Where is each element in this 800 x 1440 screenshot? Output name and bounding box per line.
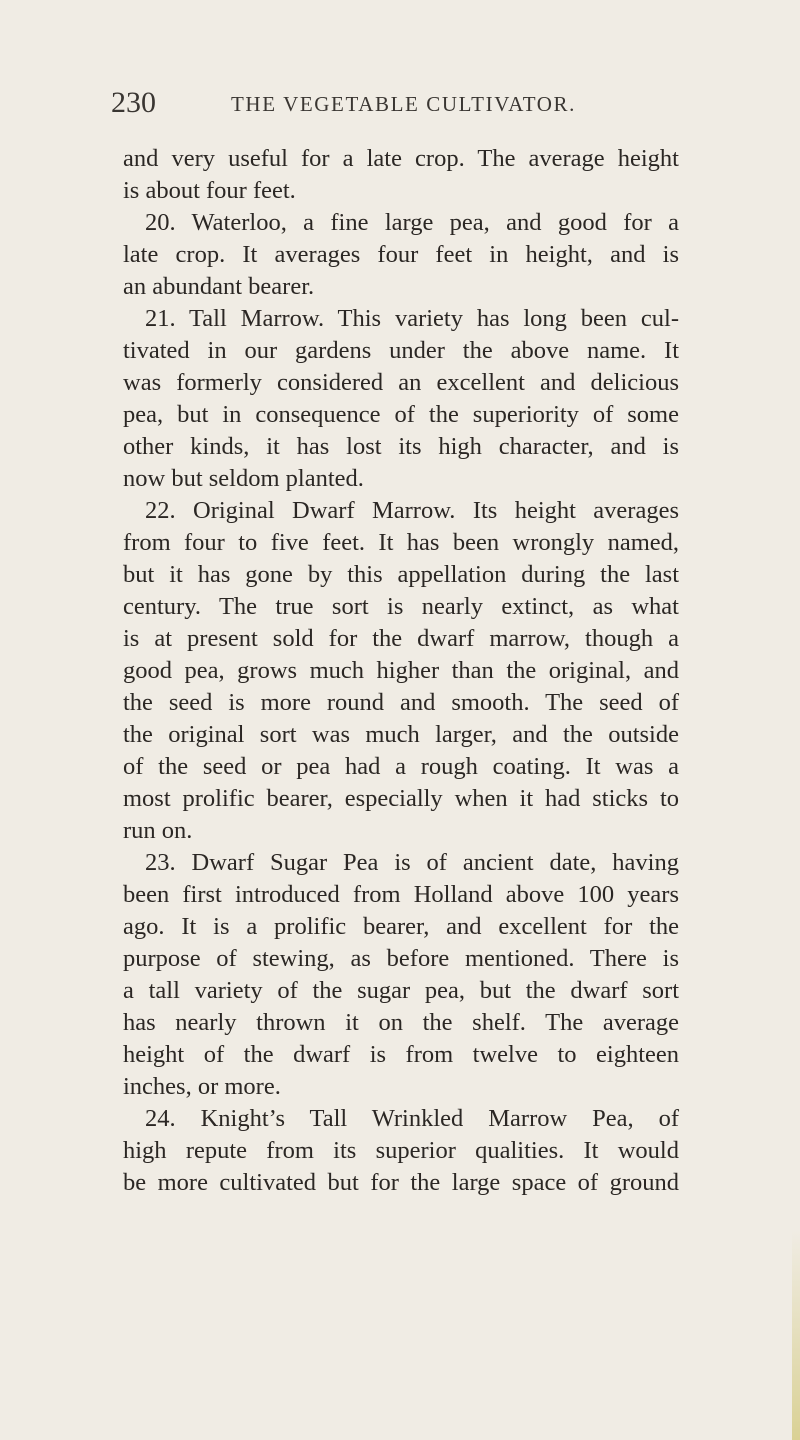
text-line: inches, or more. xyxy=(123,1073,281,1100)
text-line: tivated in our gardens under the above name. It xyxy=(123,337,679,364)
text-line: 21. Tall Marrow. This variety has long been cul- xyxy=(145,305,679,332)
running-title: THE VEGETABLE CULTIVATOR. xyxy=(231,92,576,116)
running-head xyxy=(111,86,711,120)
page-edge-stain xyxy=(792,1230,800,1440)
text-line: pea, but in consequence of the superiority of some xyxy=(123,401,679,428)
text-line: 24. Knight’s Tall Wrinkled Marrow Pea, of xyxy=(145,1105,679,1132)
text-line: 22. Original Dwarf Marrow. Its height averages xyxy=(145,497,679,524)
text-line: an abundant bearer. xyxy=(123,273,315,300)
text-line: now but seldom planted. xyxy=(123,465,364,492)
body-text xyxy=(123,143,679,1199)
text-line: purpose of stewing, as before mentioned. There is xyxy=(123,945,679,972)
text-line: of the seed or pea had a rough coating. It was a xyxy=(123,753,679,780)
text-line: 20. Waterloo, a fine large pea, and good for a xyxy=(145,209,679,236)
text-line: late crop. It averages four feet in height, and is xyxy=(123,241,679,268)
text-line: been first introduced from Holland above 100 years xyxy=(123,881,679,908)
text-line: is at present sold for the dwarf marrow, though a xyxy=(123,625,679,652)
text-line: high repute from its superior qualities. It would xyxy=(123,1137,679,1164)
page-number: 230 xyxy=(111,86,156,119)
text-line: the original sort was much larger, and the outside xyxy=(123,721,679,748)
text-line: from four to five feet. It has been wrongly named, xyxy=(123,529,679,556)
text-line: good pea, grows much higher than the original, and xyxy=(123,657,679,684)
text-line: but it has gone by this appellation during the last xyxy=(123,561,679,588)
text-line: 23. Dwarf Sugar Pea is of ancient date, having xyxy=(145,849,679,876)
text-line: is about four feet. xyxy=(123,177,296,204)
text-line: height of the dwarf is from twelve to eighteen xyxy=(123,1041,679,1068)
text-line: was formerly considered an excellent and delicious xyxy=(123,369,679,396)
text-line: other kinds, it has lost its high character, and is xyxy=(123,433,679,460)
text-line: has nearly thrown it on the shelf. The average xyxy=(123,1009,679,1036)
text-line: ago. It is a prolific bearer, and excellent for the xyxy=(123,913,679,940)
text-line: and very useful for a late crop. The average height xyxy=(123,145,679,172)
text-line: a tall variety of the sugar pea, but the dwarf sort xyxy=(123,977,679,1004)
text-line: most prolific bearer, especially when it had sticks to xyxy=(123,785,679,812)
text-line: run on. xyxy=(123,817,193,844)
text-line: century. The true sort is nearly extinct, as what xyxy=(123,593,679,620)
text-line: the seed is more round and smooth. The seed of xyxy=(123,689,679,716)
text-line: be more cultivated but for the large space of ground xyxy=(123,1169,679,1196)
